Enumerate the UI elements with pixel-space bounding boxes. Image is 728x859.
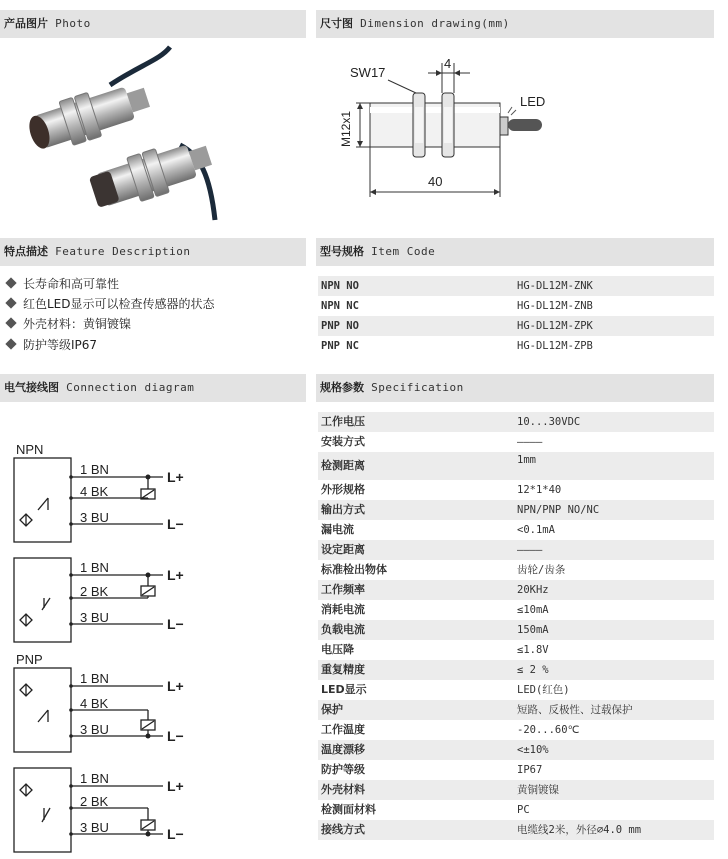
diamond-bullet-icon (5, 277, 16, 288)
spec-table (318, 412, 714, 840)
l-plus-label: L+ (167, 567, 184, 583)
pnp-label: PNP (16, 652, 43, 667)
sensor-diamond-icon (20, 614, 32, 626)
table-row: 工作频率 20KHz (318, 580, 714, 600)
l-minus-label: L− (167, 728, 184, 744)
sensor-1-image (24, 75, 154, 156)
table-row: 检测面材料 PC (321, 803, 530, 816)
table-row: 设定距离 ———— (318, 540, 714, 560)
diamond-bullet-icon (5, 338, 16, 349)
length-label: 40 (428, 174, 443, 189)
table-row: 重复精度 ≤ 2 % (318, 660, 714, 680)
wire-label: 4 BK (80, 696, 109, 711)
item-code-header: 型号规格 Item Code (316, 238, 714, 266)
diamond-bullet-icon (5, 297, 16, 308)
wire-label: 1 BN (80, 560, 109, 575)
l-plus-label: L+ (167, 778, 184, 794)
table-row: 标准检出物体 齿轮/齿条 (321, 563, 566, 576)
table-row: 温度漂移 <±10% (318, 740, 714, 760)
wire-label: 3 BU (80, 510, 109, 525)
sw-label: SW17 (350, 65, 386, 80)
connection-diagrams (0, 440, 306, 859)
feature-item: 外壳材料：黄铜镀镍 (4, 315, 131, 332)
l-plus-label: L+ (167, 678, 184, 694)
table-row: PNP NC HG-DL12M-ZPB (321, 340, 593, 352)
dimension-header: 尺寸图 Dimension drawing(mm) (316, 10, 714, 38)
table-row: NPN NC HG-DL12M-ZNB (321, 300, 593, 312)
table-row: LED显示 LED(红色) (321, 683, 570, 696)
sensor-diamond-icon (20, 684, 32, 696)
table-row: 电压降 ≤1.8V (321, 643, 549, 656)
product-photo (10, 45, 240, 225)
sensor-diamond-icon (20, 784, 32, 796)
table-row: 负载电流 150mA (318, 620, 714, 640)
nut-width-label: 4 (444, 56, 452, 71)
table-row: 安装方式 ———— (321, 435, 543, 448)
wire-label: 2 BK (80, 584, 109, 599)
wire-label: 4 BK (80, 484, 109, 499)
sensor-diamond-icon (20, 514, 32, 526)
switch-nc-icon (42, 598, 50, 610)
feature-item: 红色LED显示可以检查传感器的状态 (4, 295, 215, 312)
switch-no-icon (38, 498, 48, 510)
feature-item: 防护等级IP67 (4, 336, 97, 353)
thread-label: M12x1 (339, 110, 353, 147)
table-row: 保护 短路、反极性、过载保护 (318, 700, 714, 720)
item-code-table (318, 276, 714, 356)
dimension-drawing (330, 55, 570, 205)
table-row: NPN NO HG-DL12M-ZNK (318, 276, 714, 296)
table-row: 检测距离 1mm (318, 452, 714, 480)
table-row: 工作电压 10...30VDC (318, 412, 714, 432)
cable (508, 119, 542, 131)
feature-item: 长寿命和高可靠性 (4, 275, 119, 292)
table-row: 接线方式 电缆线2米，外径⌀4.0 mm (318, 820, 714, 840)
wire-label: 2 BK (80, 794, 109, 809)
wire-label: 3 BU (80, 722, 109, 737)
spec-header: 规格参数 Specification (316, 374, 714, 402)
l-minus-label: L− (167, 516, 184, 532)
table-row: 防护等级 IP67 (321, 763, 543, 776)
table-row: 消耗电流 ≤10mA (321, 603, 549, 616)
table-row: 外壳材料 黄铜镀镍 (318, 780, 714, 800)
table-row: 输出方式 NPN/PNP NO/NC (318, 500, 714, 520)
l-minus-label: L− (167, 826, 184, 842)
photo-header: 产品图片 Photo (0, 10, 306, 38)
l-minus-label: L− (167, 616, 184, 632)
l-plus-label: L+ (167, 469, 184, 485)
sensor-2-image (87, 133, 216, 214)
connection-header: 电气接线图 Connection diagram (0, 374, 306, 402)
wire-label: 3 BU (80, 820, 109, 835)
table-row: 工作温度 -20...60℃ (321, 723, 580, 736)
table-row: 外形规格 12*1*40 (321, 483, 562, 496)
wire-label: 1 BN (80, 771, 109, 786)
wire-label: 1 BN (80, 671, 109, 686)
table-row: PNP NO HG-DL12M-ZPK (318, 316, 714, 336)
feature-header: 特点描述 Feature Description (0, 238, 306, 266)
diamond-bullet-icon (5, 317, 16, 328)
table-row: 漏电流 <0.1mA (321, 523, 555, 536)
switch-nc-icon (42, 808, 50, 822)
led-label: LED (520, 94, 546, 109)
wire-label: 3 BU (80, 610, 109, 625)
switch-no-icon (38, 710, 48, 722)
wire-label: 1 BN (80, 462, 109, 477)
npn-label: NPN (16, 442, 44, 457)
